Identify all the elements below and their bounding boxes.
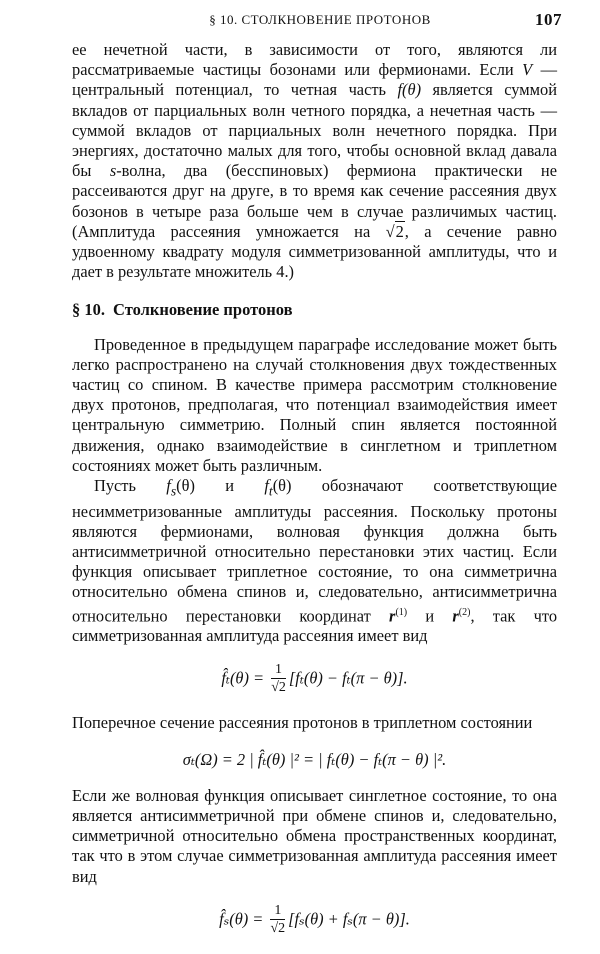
- symbol-s: s: [109, 161, 117, 181]
- symbol-f-theta: f(θ): [397, 80, 422, 100]
- fraction: $\frac{1}{√2}$: [270, 902, 286, 936]
- paragraph-1: Проведенное в предыдущем параграфе исследование может быть легко распространено на случай столкновения двух тождественных частиц со спином. В качестве примера рассмотрим столкновение двух протонов, предполагая, что потенциал взаимодействия имеет центральную симметрию. Полный спин является постоянной движения, однако взаимодействие в синглетном и триплетном состояниях может быть различным.: [72, 334, 557, 475]
- page-number: 107: [535, 10, 562, 29]
- paragraph-3: Поперечное сечение рассеяния протонов в триплетном состоянии: [72, 713, 533, 733]
- equation-singlet-amplitude: f̂ₛ(θ) = $\frac{1}{√2}$ [fₛ(θ) + fₛ(π − θ)].: [219, 902, 410, 936]
- fraction: $\frac{1}{√2}$: [271, 662, 286, 696]
- paragraph-2: Пусть $f_s(\theta)$ и $f_t(\theta)$ обозначают соответствующие несимметризованные амплитуды рассеяния. Поскольку протоны являются фермионами, волновая функция должна быть антисимметричной относительно перестановки этих частиц. Если функция описывает триплетное состояние, то она симметрична относительно обмена спинов и, следовательно, антисимметрична относительно перестановки координат $r^{(1)}$ и $r^{(2)}$, так что симметризованная амплитуда рассеяния имеет вид: [72, 476, 558, 646]
- vector-r1: r: [389, 606, 396, 626]
- paragraph-4: Если же волновая функция описывает синглетное состояние, то она является антисимметричной при обмене спинов и, следовательно, симметричной относительно обмена пространственных координат, так что в этом случае симметризованная амплитуда рассеяния имеет вид: [72, 785, 557, 886]
- running-title: § 10. СТОЛКНОВЕНИЕ ПРОТОНОВ: [209, 12, 431, 27]
- equation-triplet-amplitude: f̂ₜ(θ) = $\frac{1}{√2}$ [fₜ(θ) − fₜ(π − θ)].: [221, 662, 408, 696]
- sqrt-two: √2: [385, 221, 404, 241]
- section-number: § 10.: [72, 300, 105, 320]
- section-heading: [72, 300, 557, 320]
- paragraph-continued: ее нечетной части, в зависимости от того, являются ли рассматриваемые частицы бозонами или фермионами. Если V — центральный потенциал, то четная часть f(θ) является суммой вкладов от парциальных волн четного порядка, а нечетная часть — суммой вкладов от парциальных волн нечетного порядка. При энергиях, достаточно малых для того, чтобы основной вклад давала бы s-волна, два (бесспиновых) фермиона практически не рассеиваются друг на друге, в то время как сечение рассеяния двух бозонов в четыре раза больше чем в случае различимых частиц. (Амплитуда рассеяния умножается на √2, а сечение равно удвоенному квадрату модуля симметризованной амплитуды, что и дает в результате множитель 4.): [72, 40, 557, 282]
- equation-triplet-cross-section: σₜ(Ω) = 2 | f̂ₜ(θ) |² = | fₜ(θ) − fₜ(π − θ) |².: [182, 749, 447, 769]
- page-body: [72, 40, 557, 954]
- page-header: [70, 12, 570, 34]
- symbol-V: V: [522, 60, 533, 80]
- section-title: Столкновение протонов: [113, 300, 293, 320]
- vector-r2: r: [452, 606, 459, 626]
